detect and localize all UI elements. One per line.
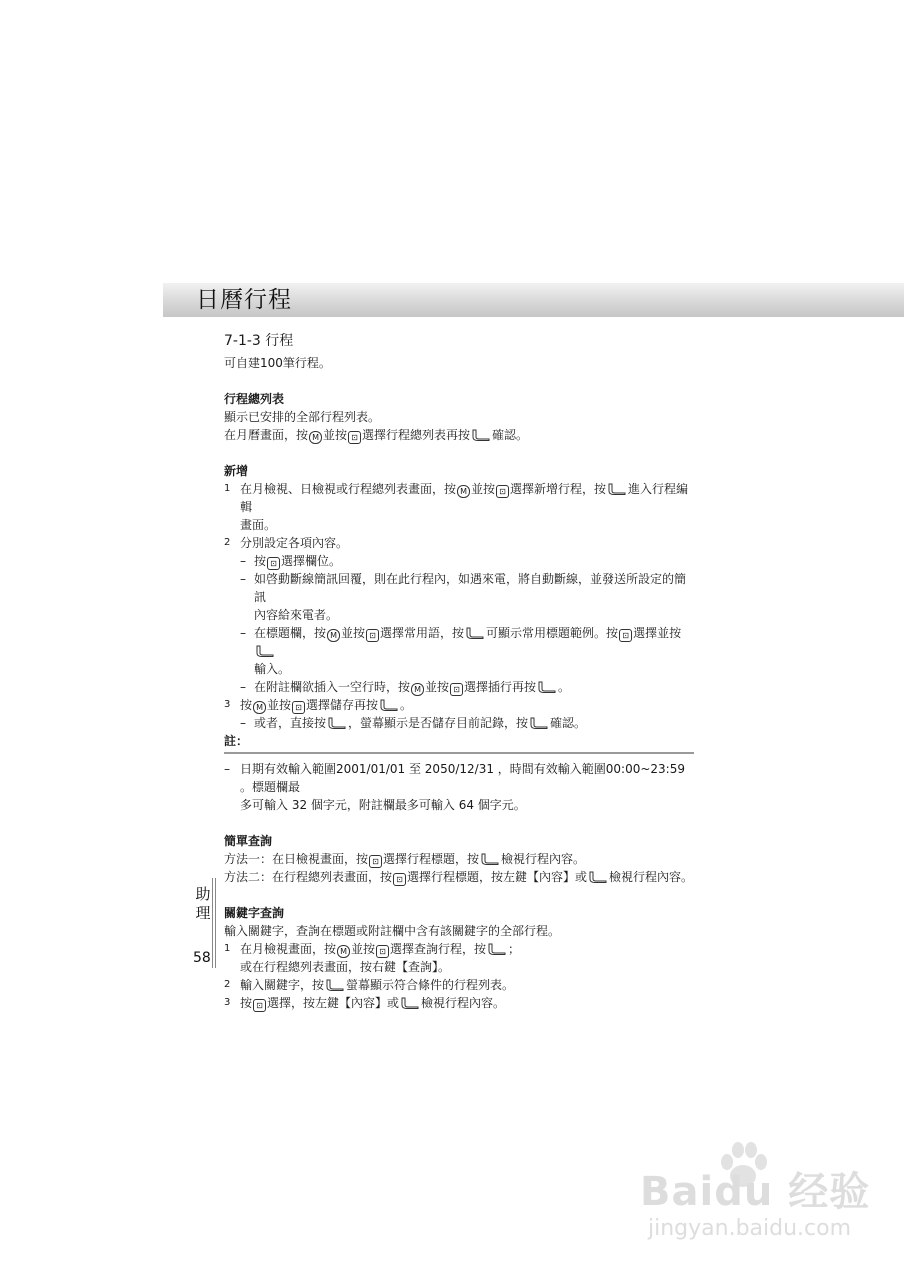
simple-search-method-1: 方法一：在日檢視畫面，按 ⊡ 選擇行程標題，按 檢視行程內容。: [224, 852, 586, 866]
keyword-search-desc: 輸入關鍵字，查詢在標題或附註欄中含有該關鍵字的全部行程。: [224, 924, 561, 938]
section-number: 7-1-3 行程: [224, 333, 294, 349]
chapter-title: 日曆行程: [196, 287, 292, 313]
nav-key-icon: ⊡: [496, 485, 509, 498]
watermark-logo: Baidu 经验: [640, 1169, 871, 1215]
list-view-desc: 顯示已安排的全部行程列表。: [224, 410, 381, 424]
chapter-header-band: [163, 283, 904, 317]
add-step-3: 3 按 M 並按 ⊡ 選擇儲存再按 。: [224, 698, 413, 712]
watermark-url: jingyan.baidu.com: [648, 1216, 852, 1241]
menu-key-icon: M: [309, 431, 322, 444]
add-step-1: 1 在月檢視、日檢視或行程總列表畫面，按 M 並按 ⊡ 選擇新增行程，按 進入行程編輯: [224, 482, 689, 514]
keyword-step-1-cont: 或在行程總列表畫面，按右鍵【查詢】。: [240, 960, 451, 974]
nav-key-icon: ⊡: [619, 629, 632, 642]
page-content: [224, 330, 694, 1012]
nav-key-icon: ⊡: [450, 683, 463, 696]
menu-key-icon: M: [253, 701, 266, 714]
side-tab-rule: [215, 878, 216, 968]
add-step-1-cont: 畫面。: [240, 518, 277, 532]
keyword-step-3: 3 按 ⊡ 選擇，按左鍵【內容】或 檢視行程內容。: [224, 996, 506, 1010]
nav-key-icon: ⊡: [366, 629, 379, 642]
keyword-step-2: 2 輸入關鍵字，按 螢幕顯示符合條件的行程列表。: [224, 978, 515, 992]
page-number: 58: [193, 950, 211, 966]
call-key-icon: [471, 429, 491, 441]
simple-search-method-2: 方法二：在行程總列表畫面，按 ⊡ 選擇行程標題，按左鍵【內容】或 檢視行程內容。: [224, 870, 694, 884]
section-intro: 可自建100筆行程。: [224, 356, 331, 370]
menu-key-icon: M: [411, 683, 424, 696]
menu-key-icon: M: [457, 485, 470, 498]
add-sub-3: – 在標題欄，按 M 並按 ⊡ 選擇常用語，按 可顯示常用標題範例。按 ⊡ 選擇並按 輸入。: [240, 626, 682, 676]
add-step-2: 2 分別設定各項內容。: [224, 536, 349, 550]
call-key-icon: [588, 871, 608, 883]
call-key-icon: [465, 627, 485, 639]
call-key-icon: [487, 943, 507, 955]
add-step-3-alt: – 或者，直接按 ，螢幕顯示是否儲存目前記錄，按 確認。: [240, 716, 587, 730]
call-key-icon: [325, 979, 345, 991]
nav-key-icon: ⊡: [267, 557, 280, 570]
call-key-icon: [607, 483, 627, 495]
add-sub-1: – 按 ⊡ 選擇欄位。: [240, 554, 342, 568]
nav-key-icon: ⊡: [369, 855, 382, 868]
menu-key-icon: M: [337, 945, 350, 958]
side-tab-label: 助 理: [195, 885, 211, 922]
nav-key-icon: ⊡: [292, 701, 305, 714]
side-tab-rule: [212, 878, 213, 968]
list-view-heading: 行程總列表: [224, 392, 285, 406]
keyword-step-1: 1 在月檢視畫面，按 M 並按 ⊡ 選擇查詢行程，按 ；: [224, 942, 521, 956]
nav-key-icon: ⊡: [376, 945, 389, 958]
note-divider: [224, 752, 694, 754]
list-view-instruction: 在月曆畫面，按 M 並按 ⊡ 選擇行程總列表再按 確認。: [224, 428, 529, 442]
call-key-icon: [529, 717, 549, 729]
add-sub-4: – 在附註欄欲插入一空行時，按 M 並按 ⊡ 選擇插行再按 。: [240, 680, 571, 694]
nav-key-icon: ⊡: [348, 431, 361, 444]
nav-key-icon: ⊡: [253, 999, 266, 1012]
simple-search-heading: 簡單查詢: [224, 834, 273, 848]
menu-key-icon: M: [327, 629, 340, 642]
call-key-icon: [537, 681, 557, 693]
call-key-icon: [379, 699, 399, 711]
call-key-icon: [480, 853, 500, 865]
call-key-icon: [327, 717, 347, 729]
keyword-search-heading: 關鍵字查詢: [224, 906, 285, 920]
add-heading: 新增: [224, 464, 249, 478]
note-body: – 日期有效輸入範圍2001/01/01 至 2050/12/31 ，時間有效輸入範圍00:00~23:59 。標題欄最 多可輸入 32 個字元，附註欄最多可輸入 64 個字元。: [224, 762, 685, 812]
call-key-icon: [400, 997, 420, 1009]
add-sub-2: – 如啓動斷線簡訊回覆，則在此行程內，如遇來電，將自動斷線，並發送所設定的簡訊 內容給來電者。: [240, 572, 687, 622]
nav-key-icon: ⊡: [393, 873, 406, 886]
note-label: 註：: [224, 734, 249, 748]
call-key-icon: [255, 645, 275, 657]
